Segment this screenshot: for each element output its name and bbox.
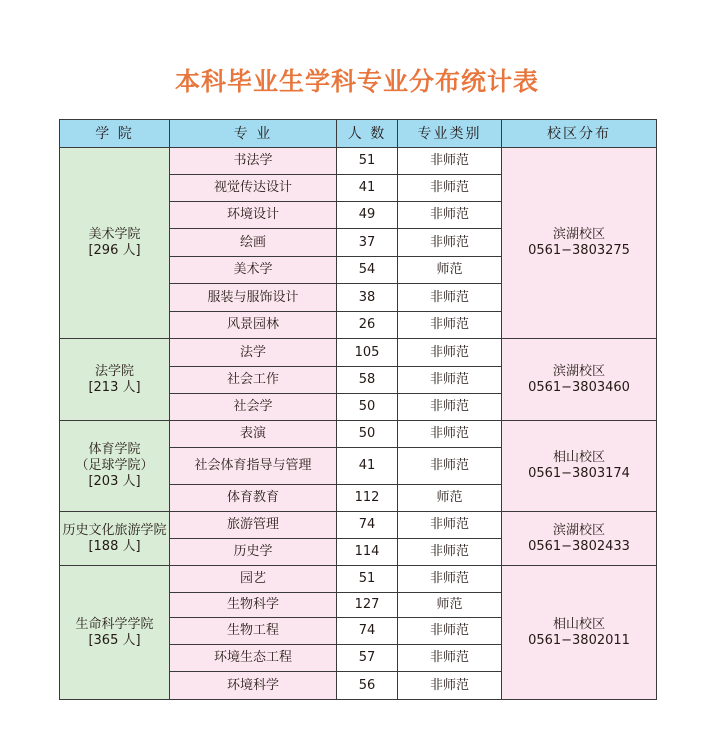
table-header-row: [60, 120, 657, 148]
campus-cell: [502, 566, 657, 700]
count-cell: 51: [337, 148, 398, 175]
campus-name: 滨湖校区: [552, 363, 605, 379]
major-cell: 社会学: [170, 394, 337, 421]
category-cell: 非师范: [398, 539, 502, 566]
category-cell: 非师范: [398, 148, 502, 175]
category-cell: 非师范: [398, 284, 502, 312]
category-cell: 师范: [398, 485, 502, 512]
major-cell: 书法学: [170, 148, 337, 175]
count-cell: 127: [337, 593, 398, 618]
category-cell: 非师范: [398, 448, 502, 485]
count-cell: 74: [337, 512, 398, 539]
category-cell: 非师范: [398, 175, 502, 202]
count-cell: 38: [337, 284, 398, 312]
category-cell: 非师范: [398, 339, 502, 367]
category-cell: 非师范: [398, 394, 502, 421]
college-line: （足球学院）: [75, 458, 154, 473]
campus-cell: [502, 339, 657, 421]
category-cell: 非师范: [398, 312, 502, 339]
major-cell: 风景园林: [170, 312, 337, 339]
major-cell: 美术学: [170, 257, 337, 284]
major-cell: 绘画: [170, 229, 337, 257]
category-cell: 非师范: [398, 566, 502, 593]
campus-name: 相山校区: [552, 450, 605, 465]
header-major: 专 业: [170, 120, 337, 148]
count-cell: 41: [337, 175, 398, 202]
college-cell: [60, 421, 170, 512]
major-cell: 体育教育: [170, 485, 337, 512]
category-cell: 非师范: [398, 672, 502, 700]
category-cell: 非师范: [398, 229, 502, 257]
campus-phone: 0561−3803174: [528, 466, 630, 481]
college-line: 体育学院: [88, 442, 141, 457]
campus-cell: [502, 512, 657, 566]
count-cell: 49: [337, 202, 398, 229]
campus-name: 相山校区: [552, 616, 605, 632]
count-cell: 74: [337, 618, 398, 645]
major-cell: 生物科学: [170, 593, 337, 618]
major-cell: 环境设计: [170, 202, 337, 229]
college-cell: [60, 512, 170, 566]
count-cell: 26: [337, 312, 398, 339]
college-line: [203 人]: [88, 474, 141, 489]
table-row: [60, 421, 657, 448]
college-cell: [60, 148, 170, 339]
category-cell: 非师范: [398, 512, 502, 539]
category-cell: 非师范: [398, 645, 502, 672]
college-line: [296 人]: [88, 243, 141, 258]
major-cell: 视觉传达设计: [170, 175, 337, 202]
count-cell: 105: [337, 339, 398, 367]
category-cell: 师范: [398, 593, 502, 618]
campus-cell: [502, 421, 657, 512]
major-cell: 园艺: [170, 566, 337, 593]
major-cell: 历史学: [170, 539, 337, 566]
college-line: 法学院: [94, 363, 134, 379]
category-cell: 师范: [398, 257, 502, 284]
campus-phone: 0561−3802433: [528, 538, 630, 554]
category-cell: 非师范: [398, 618, 502, 645]
count-cell: 54: [337, 257, 398, 284]
header-count: 人 数: [337, 120, 398, 148]
major-cell: 社会工作: [170, 367, 337, 394]
count-cell: 57: [337, 645, 398, 672]
table-row: [60, 566, 657, 593]
count-cell: 58: [337, 367, 398, 394]
campus-phone: 0561−3803460: [528, 379, 630, 395]
college-line: 生命科学学院: [75, 616, 154, 632]
page-title: 本科毕业生学科专业分布统计表: [174, 67, 539, 96]
count-cell: 112: [337, 485, 398, 512]
table-row: [60, 512, 657, 539]
header-campus: 校区分布: [502, 120, 657, 148]
major-cell: 法学: [170, 339, 337, 367]
category-cell: 非师范: [398, 202, 502, 229]
major-cell: 表演: [170, 421, 337, 448]
header-college: 学 院: [60, 120, 170, 148]
college-line: 历史文化旅游学院: [62, 522, 167, 538]
college-cell: [60, 339, 170, 421]
table-body: [60, 148, 657, 700]
campus-phone: 0561−3803275: [528, 243, 630, 258]
count-cell: 41: [337, 448, 398, 485]
category-cell: 非师范: [398, 367, 502, 394]
count-cell: 37: [337, 229, 398, 257]
college-line: 美术学院: [88, 227, 141, 242]
count-cell: 50: [337, 394, 398, 421]
category-cell: 非师范: [398, 421, 502, 448]
major-cell: 社会体育指导与管理: [170, 448, 337, 485]
college-line: [365 人]: [88, 632, 141, 648]
major-cell: 旅游管理: [170, 512, 337, 539]
distribution-table: [59, 119, 657, 700]
campus-name: 滨湖校区: [552, 522, 605, 538]
table-row: [60, 148, 657, 175]
campus-name: 滨湖校区: [552, 227, 605, 242]
count-cell: 50: [337, 421, 398, 448]
college-cell: [60, 566, 170, 700]
college-line: [188 人]: [88, 538, 141, 554]
table-row: [60, 339, 657, 367]
major-cell: 服装与服饰设计: [170, 284, 337, 312]
college-line: [213 人]: [88, 379, 141, 395]
major-cell: 生物工程: [170, 618, 337, 645]
major-cell: 环境生态工程: [170, 645, 337, 672]
count-cell: 56: [337, 672, 398, 700]
campus-cell: [502, 148, 657, 339]
count-cell: 51: [337, 566, 398, 593]
header-category: 专业类别: [398, 120, 502, 148]
count-cell: 114: [337, 539, 398, 566]
major-cell: 环境科学: [170, 672, 337, 700]
campus-phone: 0561−3802011: [528, 632, 630, 648]
